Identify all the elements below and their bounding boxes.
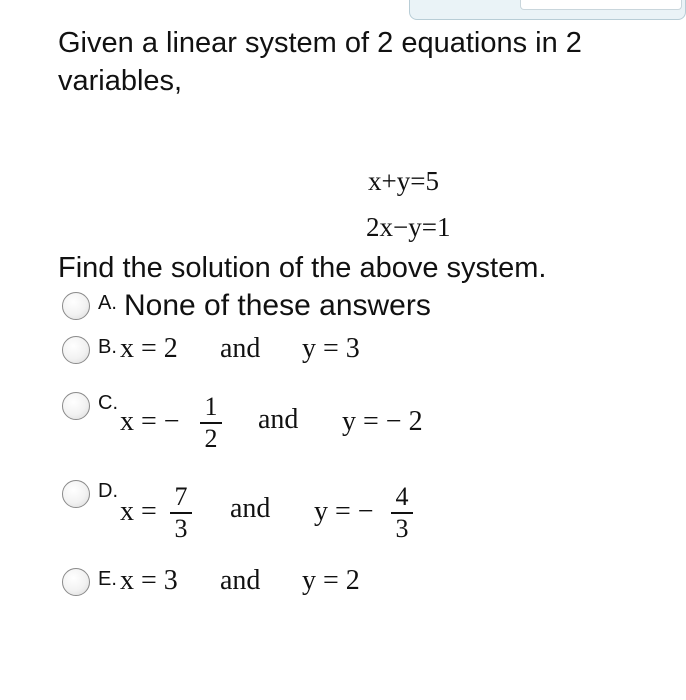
option-c-and: and xyxy=(258,404,299,435)
radio-button-e[interactable] xyxy=(62,568,90,596)
equation-1: x+y=5 xyxy=(368,166,439,196)
option-d-x-numerator: 7 xyxy=(174,482,188,511)
option-d-x-value: x = xyxy=(120,496,157,527)
problem-prompt: Given a linear system of 2 equations in 2 variables, xyxy=(58,27,582,97)
option-a-text: None of these answers xyxy=(124,289,431,322)
top-panel-field xyxy=(520,0,682,10)
option-d-y-denominator: 3 xyxy=(395,514,409,543)
option-b-x-value: x = 2 xyxy=(120,333,178,364)
option-d-y-value: y = − xyxy=(314,496,374,527)
radio-button-b[interactable] xyxy=(62,336,90,364)
option-d-letter: D. xyxy=(98,480,118,502)
option-c-x-denominator: 2 xyxy=(204,424,218,453)
option-c-letter: C. xyxy=(98,392,118,414)
equation-2: 2x−y=1 xyxy=(366,212,451,242)
radio-button-d[interactable] xyxy=(62,480,90,508)
option-e-y-value: y = 2 xyxy=(302,565,360,596)
option-d-and: and xyxy=(230,493,271,524)
option-e-x-value: x = 3 xyxy=(120,565,178,596)
option-d-x-denominator: 3 xyxy=(174,514,188,543)
option-d-x-fraction xyxy=(170,484,192,542)
radio-button-a[interactable] xyxy=(62,292,90,320)
top-panel-tab xyxy=(409,0,686,20)
option-e-and: and xyxy=(220,565,261,596)
option-b-and: and xyxy=(220,333,261,364)
option-d-y-numerator: 4 xyxy=(395,482,409,511)
option-b-y-value: y = 3 xyxy=(302,333,360,364)
option-c-x-numerator: 1 xyxy=(204,392,218,421)
option-d-y-fraction xyxy=(391,484,413,542)
option-c-x-fraction xyxy=(200,394,222,452)
option-a-letter: A. xyxy=(98,292,117,314)
option-b-letter: B. xyxy=(98,336,117,358)
option-c-x-value: x = − xyxy=(120,406,180,437)
radio-button-c[interactable] xyxy=(62,392,90,420)
question-text: Find the solution of the above system. xyxy=(58,252,547,284)
option-c-y-value: y = − 2 xyxy=(342,406,423,437)
option-e-letter: E. xyxy=(98,568,117,590)
